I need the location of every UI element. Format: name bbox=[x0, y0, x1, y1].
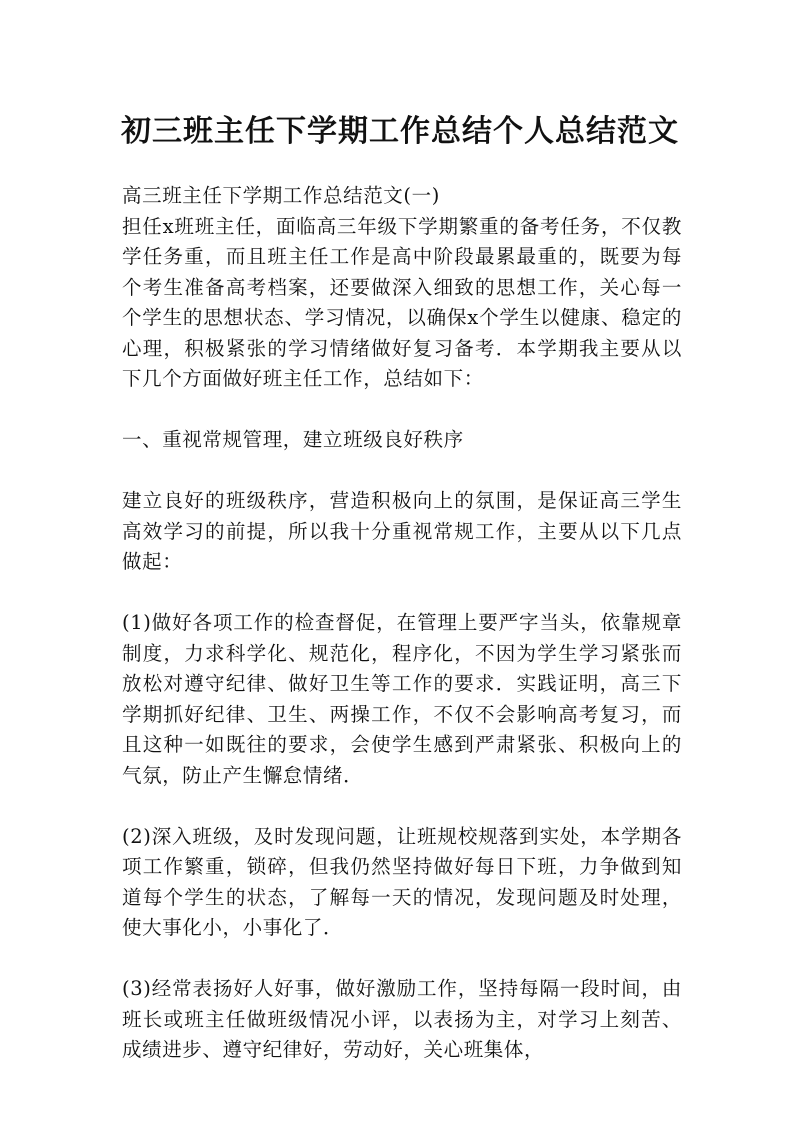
document-subtitle: 高三班主任下学期工作总结范文(一) bbox=[122, 184, 440, 207]
intro-paragraph: 担任x班班主任，面临高三年级下学期繁重的备考任务，不仅教学任务重，而且班主任工作是高中阶段最累最重的，既要为每个考生准备高考档案，还要做深入细致的思想工作，关心每一个学生的思想状态、学习情况，以确保x个学生以健康、稳定的心理，积极紧张的学习情绪做好复习备考．本学期我主要从以下几个方面做好班主任工作，总结如下： bbox=[122, 214, 682, 390]
section-heading: 一、重视常规管理，建立班级良好秩序 bbox=[122, 428, 464, 451]
section-intro-paragraph: 建立良好的班级秩序，营造积极向上的氛围，是保证高三学生高效学习的前提，所以我十分重视常规工作，主要从以下几点做起： bbox=[122, 489, 682, 573]
document-title: 初三班主任下学期工作总结个人总结范文 bbox=[121, 114, 679, 149]
paragraph-gap bbox=[122, 456, 682, 487]
paragraph-gap bbox=[122, 395, 682, 426]
paragraph-gap bbox=[122, 944, 682, 975]
list-item-3: (3)经常表扬好人好事，做好激励工作，坚持每隔一段时间，由班长或班主任做班级情况小评，以表扬为主，对学习上刻苦、成绩进步、遵守纪律好，劳动好，关心班集体， bbox=[122, 977, 682, 1061]
paragraph-gap bbox=[122, 578, 682, 609]
paragraph-gap bbox=[122, 791, 682, 822]
document-body bbox=[122, 181, 682, 1066]
list-item-1: (1)做好各项工作的检查督促，在管理上要严字当头，依靠规章制度，力求科学化、规范化，程序化，不因为学生学习紧张而放松对遵守纪律、做好卫生等工作的要求．实践证明，高三下学期抓好纪律、卫生、两操工作，不仅不会影响高考复习，而且这种一如既往的要求，会使学生感到严肃紧张、积极向上的气氛，防止产生懈怠情绪． bbox=[122, 611, 682, 787]
list-item-2: (2)深入班级，及时发现问题，让班规校规落到实处，本学期各项工作繁重，锁碎，但我仍然坚持做好每日下班，力争做到知道每个学生的状态，了解每一天的情况，发现问题及时处理，使大事化小，小事化了． bbox=[122, 824, 682, 939]
